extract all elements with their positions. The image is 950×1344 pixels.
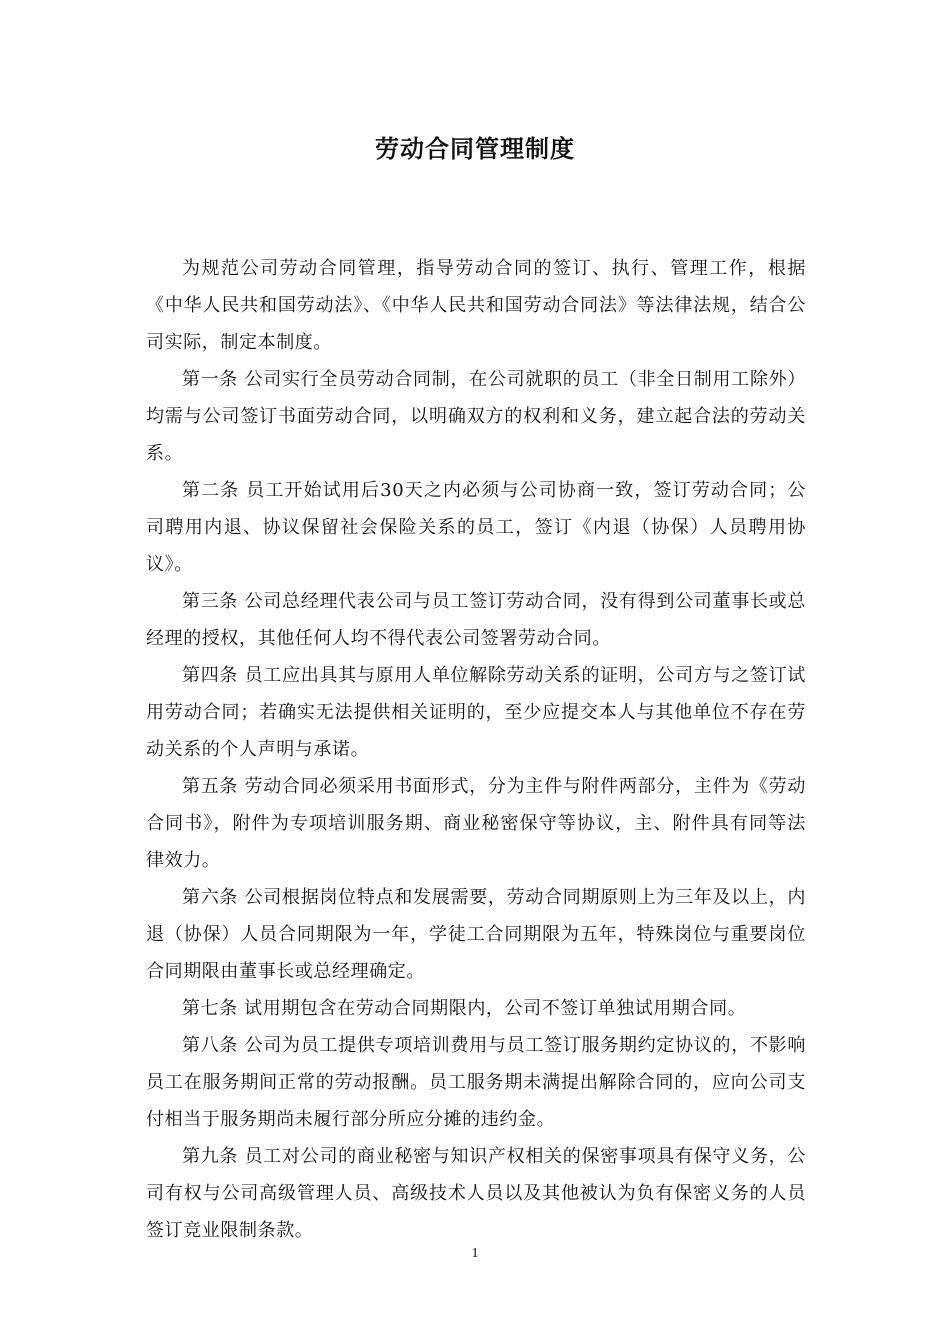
paragraph-article-7: 第七条 试用期包含在劳动合同期限内，公司不签订单独试用期合同。	[182, 998, 747, 1019]
page-number: 1	[471, 1246, 479, 1261]
paragraph-article-4: 第四条 员工应出具其与原用人单位解除劳动关系的证明，公司方与之签订试用劳动合同；若确实无法提供相关证明的，至少应提交本人与其他单位不存在劳动关系的个人声明与承诺。	[146, 665, 806, 760]
paragraph-article-6: 第六条 公司根据岗位特点和发展需要，劳动合同期原则上为三年及以上，内退（协保）人员合同期限为一年，学徒工合同期限为五年，特殊岗位与重要岗位合同期限由董事长或总经理确定。	[146, 887, 806, 982]
paragraph-article-5: 第五条 劳动合同必须采用书面形式，分为主件与附件两部分，主件为《劳动合同书》，附件为专项培训服务期、商业秘密保守等协议，主、附件具有同等法律效力。	[146, 776, 806, 871]
paragraph-preamble: 为规范公司劳动合同管理，指导劳动合同的签订、执行、管理工作，根据《中华人民共和国劳动法》、《中华人民共和国劳动合同法》等法律法规，结合公司实际，制定本制度。	[146, 258, 806, 353]
paragraph-article-3: 第三条 公司总经理代表公司与员工签订劳动合同，没有得到公司董事长或总经理的授权，其他任何人均不得代表公司签署劳动合同。	[146, 591, 806, 649]
paragraph-article-2: 第二条 员工开始试用后30天之内必须与公司协商一致，签订劳动合同；公司聘用内退、协议保留社会保险关系的员工，签订《内退（协保）人员聘用协议》。	[146, 480, 806, 575]
paragraph-article-1: 第一条 公司实行全员劳动合同制，在公司就职的员工（非全日制用工除外）均需与公司签订书面劳动合同，以明确双方的权利和义务，建立起合法的劳动关系。	[146, 369, 806, 464]
paragraph-article-8: 第八条 公司为员工提供专项培训费用与员工签订服务期约定协议的，不影响员工在服务期间正常的劳动报酬。员工服务期未满提出解除合同的，应向公司支付相当于服务期尚未履行部分所应分摊的违约金。	[146, 1035, 806, 1130]
paragraph-article-9: 第九条 员工对公司的商业秘密与知识产权相关的保密事项具有保守义务，公司有权与公司高级管理人员、高级技术人员以及其他被认为负有保密义务的人员签订竞业限制条款。	[146, 1146, 806, 1241]
document-body	[146, 250, 806, 1249]
document-title: 劳动合同管理制度	[375, 134, 575, 163]
